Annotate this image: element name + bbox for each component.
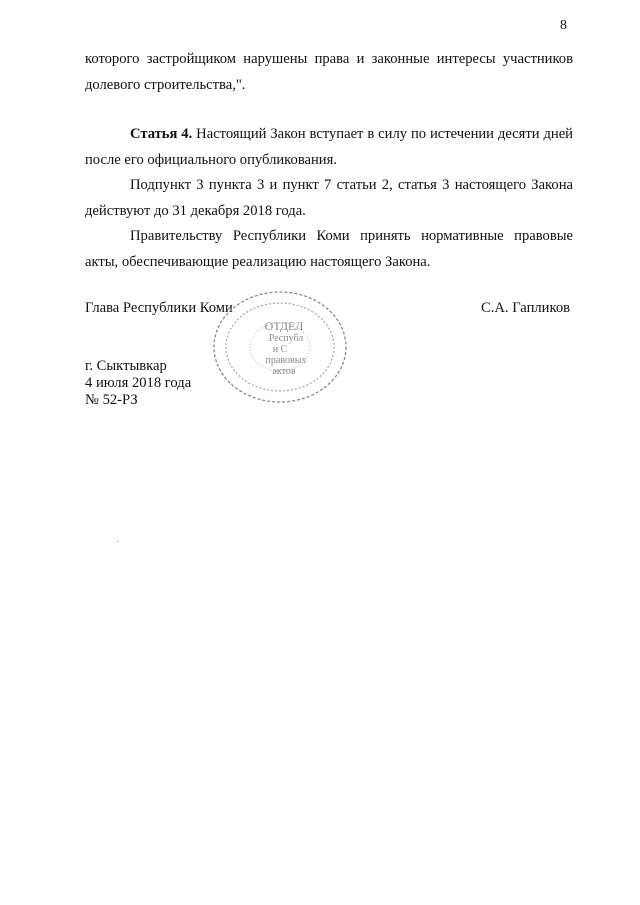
government-text: Правительству Республики Коми принять нормативные правовые акты, обеспечивающие реализацию настоящего Закона.	[85, 228, 573, 270]
government-paragraph	[85, 223, 573, 275]
svg-text:актов: актов	[272, 366, 296, 377]
svg-text:правовых: правовых	[265, 355, 307, 366]
official-stamp	[200, 282, 360, 412]
article-4-text: Настоящий Закон вступает в силу по истечении десяти дней после его официального опубликования.	[85, 126, 573, 168]
scan-speck	[117, 541, 118, 542]
article-4-heading: Статья 4.	[130, 126, 193, 142]
signature-name: С.А. Гапликов	[481, 300, 571, 316]
article-4-paragraph	[85, 121, 573, 173]
svg-text:Республ: Республ	[268, 333, 304, 344]
subpoint-text: Подпункт 3 пункта 3 и пункт 7 статьи 2, статья 3 настоящего Закона действуют до 31 декабря 2018 года.	[85, 177, 573, 219]
svg-text:ОТДЕЛ: ОТДЕЛ	[264, 319, 304, 333]
continuation-text: которого застройщиком нарушены права и законные интересы участников долевого строительства,".	[85, 51, 573, 93]
page-number: 8	[560, 18, 567, 33]
law-number: № 52-РЗ	[85, 392, 138, 408]
place-date-block	[85, 358, 191, 409]
subpoint-paragraph	[85, 172, 573, 224]
place: г. Сыктывкар	[85, 358, 167, 374]
signature-title: Глава Республики Коми	[85, 300, 233, 316]
svg-text:и С: и С	[272, 344, 288, 355]
date: 4 июля 2018 года	[85, 375, 192, 391]
continuation-paragraph	[85, 46, 573, 98]
